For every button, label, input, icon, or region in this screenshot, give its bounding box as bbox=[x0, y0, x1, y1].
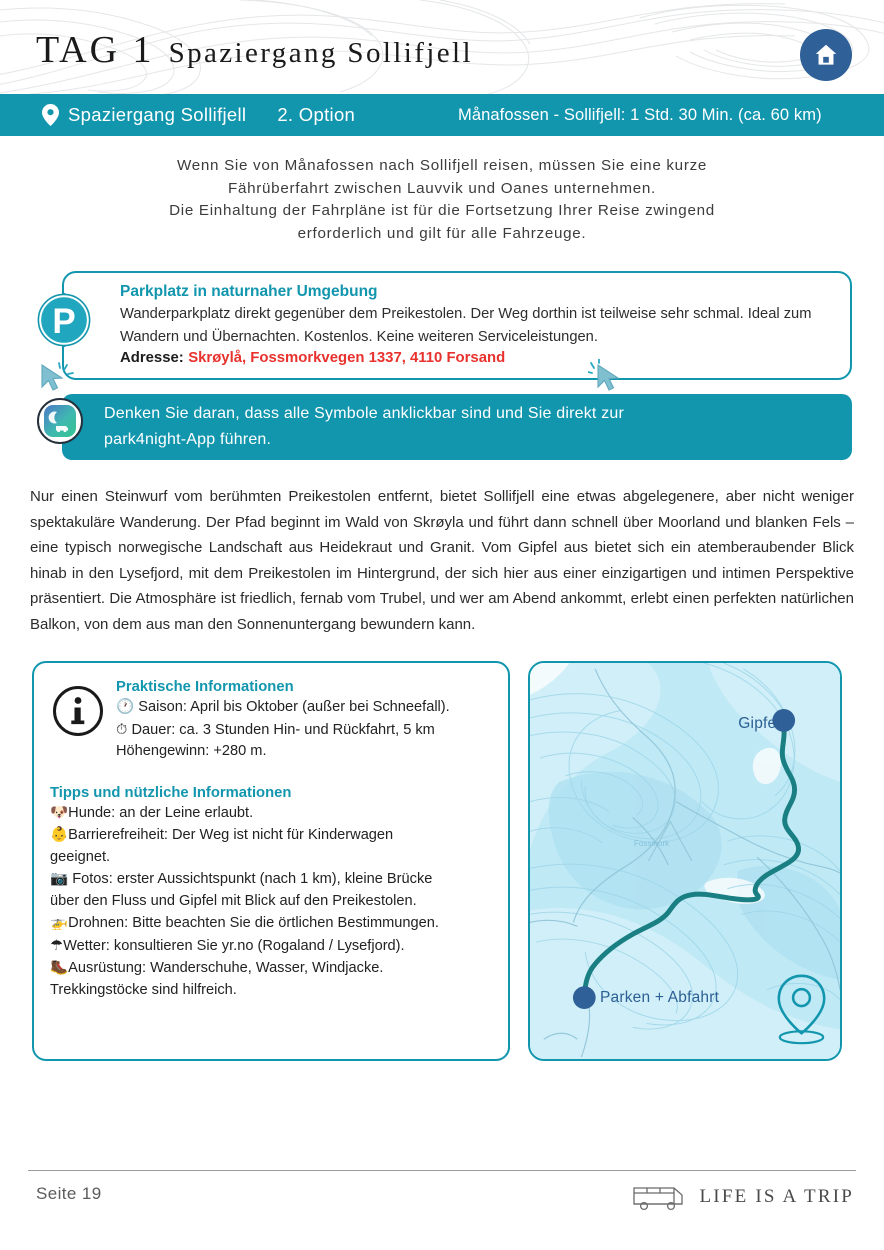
clock-icon: 🕐 bbox=[116, 698, 135, 715]
start-marker bbox=[573, 986, 596, 1009]
click-cursor-icon bbox=[588, 359, 622, 391]
route-ribbon bbox=[0, 94, 884, 136]
tips-line bbox=[50, 868, 488, 891]
parking-address-value[interactable]: Skrøylå, Fossmorkvegen 1337, 4110 Forsand bbox=[188, 350, 506, 366]
umbrella-icon: ☂ bbox=[50, 936, 64, 954]
start-label: Parken + Abfahrt bbox=[600, 989, 720, 1006]
tips-line bbox=[50, 824, 494, 847]
intro-line-1: Wenn Sie von Månafossen nach Sollifjell reisen, müssen Sie eine kurze bbox=[176, 157, 708, 174]
tips-line: geeignet. bbox=[50, 848, 111, 865]
app-hint-line-1: Denken Sie daran, dass alle Symbole anklickbar sind und Sie direkt zur bbox=[104, 405, 625, 422]
camera-icon: 📷 bbox=[50, 870, 69, 887]
tips-line bbox=[50, 957, 494, 980]
van-moon-icon bbox=[48, 409, 72, 433]
intro-line-3: Die Einhaltung der Fahrpläne ist für die Fortsetzung Ihrer Reise zwingend bbox=[169, 202, 715, 219]
tips-line: Trekkingstöcke sind hilfreich. bbox=[50, 981, 237, 998]
practical-info-text bbox=[116, 677, 494, 763]
ribbon-location: Spaziergang Sollifjell bbox=[68, 104, 247, 125]
practical-line bbox=[116, 696, 494, 719]
practical-line-text: Dauer: ca. 3 Stunden Hin- und Rückfahrt, 5 km bbox=[127, 721, 435, 738]
parking-address-row[interactable] bbox=[120, 349, 834, 367]
dog-icon: 🐶 bbox=[50, 803, 69, 821]
tips-line: über den Fluss und Gipfel mit Blick auf den Preikestolen. bbox=[50, 892, 417, 909]
map-place-label: Fossmork bbox=[634, 839, 670, 848]
ribbon-option: 2. Option bbox=[277, 104, 356, 125]
tips-line-text: Ausrüstung: Wanderschuhe, Wasser, Windjacke. bbox=[68, 960, 384, 976]
page-footer bbox=[0, 1170, 884, 1222]
practical-info-card bbox=[32, 661, 510, 1061]
tips-line-text: Barrierefreiheit: Der Weg ist nicht für Kinderwagen bbox=[68, 827, 394, 843]
page-number: Seite 19 bbox=[36, 1184, 102, 1203]
parking-section bbox=[32, 271, 852, 380]
tips-line-text: Drohnen: Bitte beachten Sie die örtlichen Bestimmungen. bbox=[68, 915, 439, 931]
brand-logo bbox=[629, 1180, 854, 1214]
drone-icon: 🚁 bbox=[50, 914, 69, 931]
brand-text: LIFE IS A TRIP bbox=[699, 1186, 854, 1207]
intro-paragraph bbox=[60, 155, 824, 245]
tips-title: Tipps und nützliche Informationen bbox=[50, 784, 292, 801]
page-header bbox=[0, 0, 884, 94]
practical-line: Höhengewinn: +280 m. bbox=[116, 743, 267, 759]
practical-line-text: Saison: April bis Oktober (außer bei Schneefall). bbox=[134, 699, 450, 715]
footer-divider bbox=[28, 1170, 856, 1171]
practical-info-header bbox=[46, 677, 494, 763]
details-columns bbox=[32, 661, 852, 1061]
ribbon-left-group bbox=[42, 104, 355, 126]
stopwatch-icon: ⏱ bbox=[116, 720, 128, 738]
day-label: TAG 1 bbox=[36, 29, 155, 71]
park4night-glyph bbox=[44, 405, 76, 437]
boot-icon: 🥾 bbox=[50, 959, 69, 976]
intro-line-2: Fährüberfahrt zwischen Lauvvik und Oanes unternehmen. bbox=[228, 179, 656, 197]
tips-line bbox=[50, 935, 494, 958]
page-title bbox=[36, 28, 473, 72]
tips-line bbox=[50, 802, 494, 825]
summit-label: Gipfel bbox=[738, 715, 780, 732]
home-button[interactable] bbox=[800, 29, 852, 81]
tips-line-text: Fotos: erster Aussichtspunkt (nach 1 km), kleine Brücke bbox=[68, 871, 433, 887]
ribbon-route-info: Månafossen - Sollifjell: 1 Std. 30 Min. (ca. 60 km) bbox=[458, 105, 822, 124]
practical-info-title: Praktische Informationen bbox=[116, 679, 294, 695]
app-hint-line-2: park4night-App führen. bbox=[104, 431, 272, 448]
description-paragraph: Nur einen Steinwurf vom berühmten Preikestolen entfernt, bietet Sollifjell eine etwas abgelegenere, aber nicht weniger spektakuläre Wanderung. Der Pfad beginnt im Wald von Skrøyla und führt dann schnell über Moorland und blanken Fels – eine typisch norwegische Landschaft aus Heidekraut und Granit. Vom Gipfel aus bietet sich ein atemberaubender Blick hinab in den Lysefjord, mit dem Preikestolen im Hintergrund, der sich hier aus einer einzigartigen und intimen Perspektive präsentiert. Die Atmosphäre ist friedlich, fernab vom Trubel, und wer am Abend ankommt, erlebt einen perfekten natürlichen Balkon, von dem aus man den Sonnenuntergang bewundern kann. bbox=[30, 488, 854, 633]
app-hint-banner bbox=[62, 394, 852, 460]
tips-line-text: Wetter: konsultieren Sie yr.no (Rogaland / Lysefjord). bbox=[63, 937, 405, 954]
tips-line-text: Hunde: an der Leine erlaubt. bbox=[68, 804, 254, 821]
click-cursor-icon bbox=[40, 361, 74, 393]
parking-p-icon[interactable] bbox=[37, 293, 91, 347]
info-circle-icon bbox=[52, 685, 104, 737]
camper-van-icon bbox=[629, 1180, 687, 1214]
practical-line bbox=[116, 719, 494, 742]
intro-line-4: erforderlich und gilt für alle Fahrzeuge. bbox=[297, 224, 587, 242]
parking-body: Wanderparkplatz direkt gegenüber dem Preikestolen. Der Weg dorthin ist teilweise sehr schmal. Ideal zum Wandern und Übernachten. Kostenlos. Keine weiteren Serviceleistungen. bbox=[120, 306, 812, 345]
park4night-app-icon[interactable] bbox=[37, 398, 83, 444]
parking-heading: Parkplatz in naturnaher Umgebung bbox=[120, 283, 378, 300]
title-text: Spaziergang Sollifjell bbox=[168, 37, 473, 69]
home-icon bbox=[812, 41, 840, 69]
parking-address-label: Adresse: bbox=[120, 350, 184, 366]
tips-line bbox=[50, 912, 494, 935]
app-hint-section bbox=[32, 394, 852, 460]
map-pin-icon bbox=[42, 104, 59, 126]
svg-text:P: P bbox=[52, 302, 76, 341]
trail-map[interactable] bbox=[528, 661, 842, 1061]
baby-icon: 👶 bbox=[50, 826, 69, 843]
parking-card bbox=[62, 271, 852, 380]
